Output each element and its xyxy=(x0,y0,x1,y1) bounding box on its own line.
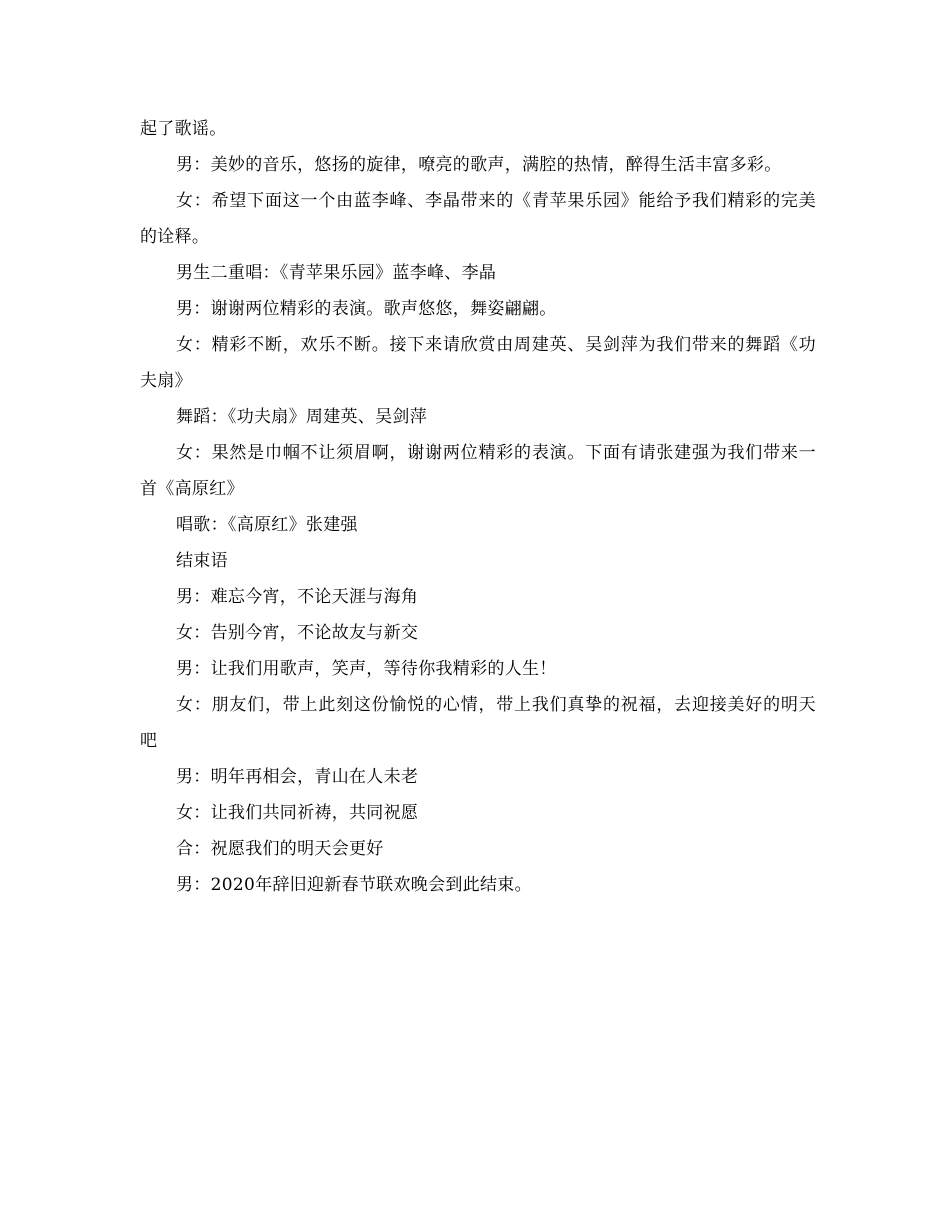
paragraph-11: 男：难忘今宵，不论天涯与海角 xyxy=(176,587,419,607)
paragraph-17: 合：祝愿我们的明天会更好 xyxy=(176,839,384,859)
paragraph-12: 女：告别今宵，不论故友与新交 xyxy=(176,623,419,643)
paragraph-9: 唱歌：《高原红》张建强 xyxy=(176,515,358,535)
paragraph-8: 女：果然是巾帼不让须眉啊，谢谢两位精彩的表演。下面有请张建强为我们带来一首《高原红》 xyxy=(140,443,816,499)
paragraph-15: 男：明年再相会，青山在人未老 xyxy=(176,767,419,787)
paragraph-5: 男：谢谢两位精彩的表演。歌声悠悠，舞姿翩翩。 xyxy=(176,299,557,319)
paragraph-3: 女：希望下面这一个由蓝李峰、李晶带来的《青苹果乐园》能给予我们精彩的完美的诠释。 xyxy=(140,191,816,247)
paragraph-4: 男生二重唱：《青苹果乐园》蓝李峰、李晶 xyxy=(176,263,497,283)
paragraph-14: 女：朋友们，带上此刻这份愉悦的心情，带上我们真挚的祝福，去迎接美好的明天吧 xyxy=(140,695,816,751)
paragraph-16: 女：让我们共同祈祷，共同祝愿 xyxy=(176,803,419,823)
document-body xyxy=(140,111,816,903)
paragraph-6: 女：精彩不断，欢乐不断。接下来请欣赏由周建英、吴剑萍为我们带来的舞蹈《功夫扇》 xyxy=(140,335,816,391)
paragraph-18: 男：2020年辞旧迎新春节联欢晚会到此结束。 xyxy=(176,875,532,895)
paragraph-13: 男：让我们用歌声，笑声，等待你我精彩的人生！ xyxy=(176,659,557,679)
paragraph-2: 男：美妙的音乐，悠扬的旋律，嘹亮的歌声，满腔的热情，醉得生活丰富多彩。 xyxy=(176,155,782,175)
paragraph-1: 起了歌谣。 xyxy=(140,119,227,139)
section-heading-closing: 结束语 xyxy=(176,551,228,571)
paragraph-7: 舞蹈：《功夫扇》周建英、吴剑萍 xyxy=(176,407,427,427)
